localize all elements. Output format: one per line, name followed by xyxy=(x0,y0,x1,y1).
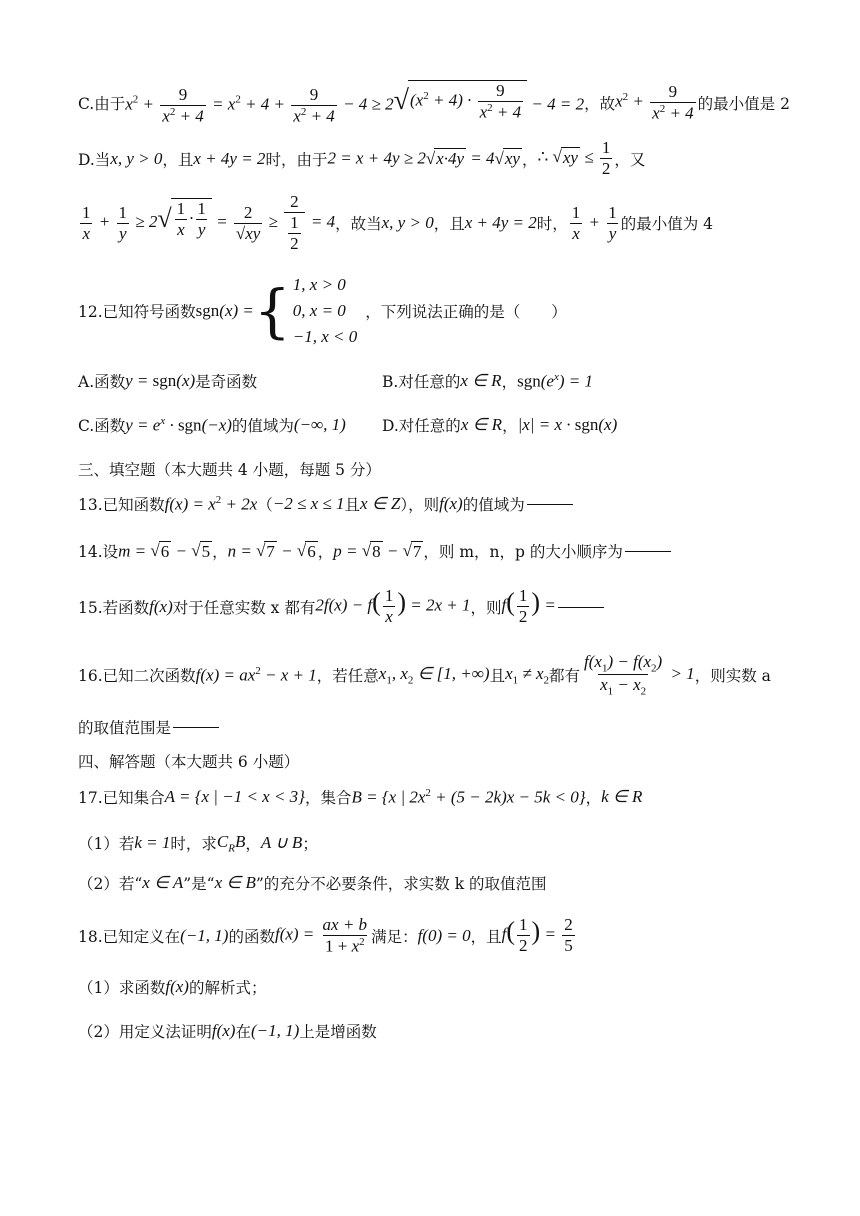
formula: ∴ √ xy ≤ $\frac{1}{2}$ xyxy=(537,138,611,178)
case-3: −1, x < 0 xyxy=(292,327,358,346)
question-12 xyxy=(78,272,567,350)
question-17 xyxy=(78,786,642,808)
text: 在 xyxy=(235,1023,251,1041)
formula: k = 1 xyxy=(134,833,171,853)
text: ”的充分不必要条件，求实数 k 的取值范围 xyxy=(255,875,547,893)
option-c-line xyxy=(78,80,790,126)
text: ， xyxy=(521,150,538,169)
formula: $x_1$, $x_2$ ∈ [1, +∞) xyxy=(378,663,490,687)
text: ，若任意 xyxy=(316,666,379,685)
text: ，故 xyxy=(584,95,616,114)
text: 对于任意实数 x 都有 xyxy=(172,598,316,617)
q12-option-c xyxy=(78,414,346,436)
text: 18.已知定义在 xyxy=(78,927,181,946)
formula: (−∞, 1) xyxy=(293,415,346,434)
text: A.函数 xyxy=(78,373,126,391)
formula: 2f(x) − f( $\frac{1}{x}$ ) = 2x + 1 xyxy=(315,586,471,626)
case-1: 1, x > 0 xyxy=(292,275,346,294)
section-4-heading: 四、解答题（本大题共 6 小题） xyxy=(78,753,300,771)
answer-blank xyxy=(558,606,604,608)
question-18 xyxy=(78,915,577,957)
text: 的取值范围是 xyxy=(78,719,172,737)
text: 且 xyxy=(344,496,361,514)
formula: $y = e^x \cdot sgn(-x)$ xyxy=(125,414,232,435)
formula: sgn(x) = xyxy=(195,301,254,320)
text: ”是“ xyxy=(183,875,215,893)
formula: f(x) xyxy=(211,1021,236,1040)
formula: x + 4y = 2 xyxy=(464,213,537,232)
formula: x ∈ B xyxy=(214,873,256,892)
formula: $x_1 \ne x_2$ xyxy=(505,663,550,687)
text: 的函数 xyxy=(228,927,275,946)
text: ，集合 xyxy=(304,789,352,807)
formula: x ∈ R xyxy=(460,371,502,390)
formula: $f(x) = x^2 + 2x$ xyxy=(164,493,258,514)
formula: m = √ 6 − √ 5 xyxy=(118,541,211,561)
text: D.当 xyxy=(78,150,111,169)
question-18-part1 xyxy=(78,976,266,998)
formula: f(x) = $\frac{ax + b}{1 + x^2}$ xyxy=(274,915,368,956)
formula: n = √ 7 − √ 6 xyxy=(227,541,316,561)
text: 上是增函数 xyxy=(299,1023,377,1041)
q12-option-d xyxy=(382,414,617,436)
question-18-part2 xyxy=(78,1020,377,1042)
question-15 xyxy=(78,586,604,627)
text: 的值域为 xyxy=(231,417,294,435)
text: 都有 xyxy=(549,666,581,685)
answer-blank xyxy=(625,550,671,552)
formula: $x^2$ + $\frac{9}{x^2 + 4}$ xyxy=(615,82,694,123)
text: C.由于 xyxy=(78,95,126,114)
text: 12.已知符号函数 xyxy=(78,303,196,321)
question-17-part1 xyxy=(78,832,318,854)
text: C.函数 xyxy=(78,417,126,435)
formula: x ∈ Z xyxy=(360,494,401,513)
question-16 xyxy=(78,652,771,698)
text: ，则实数 a xyxy=(694,666,771,685)
text: （1）若 xyxy=(78,835,135,854)
text: 的最小值为 4 xyxy=(620,215,714,233)
formula: |x| = x · sgn(x) xyxy=(517,415,618,434)
brace: { xyxy=(253,277,291,345)
text: ， xyxy=(317,543,334,561)
option-d-line2 xyxy=(78,192,713,254)
text: ，且 xyxy=(433,215,465,233)
formula: $f(x) = ax^2 - x + 1$ xyxy=(195,664,317,685)
q12-option-a xyxy=(78,370,257,392)
formula: x ∈ A xyxy=(142,873,184,892)
text: （1）求函数 xyxy=(78,979,166,997)
formula: p = √ 8 − √ 7 xyxy=(333,541,422,561)
formula: f( $\frac{1}{2}$ ) = xyxy=(501,586,556,626)
text: D.对任意的 xyxy=(382,417,461,435)
formula: x + 4y = 2 xyxy=(193,148,266,168)
text: ，下列说法正确的是（ ） xyxy=(365,303,567,321)
formula: f(x) xyxy=(165,977,189,996)
formula: A ∪ B xyxy=(260,833,303,853)
text: ； xyxy=(302,835,318,854)
formula: f(x) xyxy=(439,494,463,513)
text: 时， xyxy=(536,215,568,233)
text: （2）用定义法证明 xyxy=(78,1023,212,1041)
text: B.对任意的 xyxy=(382,373,461,391)
text: ，且 xyxy=(162,150,194,169)
text: 且 xyxy=(489,666,506,685)
text: 14.设 xyxy=(78,543,119,561)
text: 15.若函数 xyxy=(78,598,150,617)
formula: f( $\frac{1}{2}$ ) = $\frac{2}{5}$ xyxy=(501,915,573,956)
option-d-line1 xyxy=(78,138,645,179)
text: 时，由于 xyxy=(265,150,328,169)
text: 满足： xyxy=(371,927,418,946)
text: 13.已知函数 xyxy=(78,496,165,514)
answer-blank xyxy=(527,503,573,505)
formula: 2 = x + 4y ≥ 2 √ x·4y = 4 √ xy xyxy=(327,148,520,168)
answer-blank xyxy=(173,726,219,728)
question-16-line2 xyxy=(78,716,219,738)
formula: −2 ≤ x ≤ 1 xyxy=(272,494,345,513)
formula: (−1, 1) xyxy=(180,925,229,945)
question-17-part2 xyxy=(78,872,547,894)
text: ， xyxy=(502,417,518,435)
text: ， xyxy=(501,373,518,391)
text: 的最小值是 2 xyxy=(697,95,790,114)
question-13 xyxy=(78,493,573,515)
formula: k ∈ R xyxy=(601,787,643,806)
formula: x, y > 0 xyxy=(381,213,434,232)
text: ，又 xyxy=(614,150,646,169)
formula: y = sgn(x) xyxy=(125,371,196,390)
text: ， xyxy=(245,835,261,854)
formula: $x^2$ + $\frac{9}{x^2 + 4}$ = $x^2 + 4$ + $\frac{9}{x^2 + 4}$ − 4 ≥ 2 √ $(x^2 + 4)$ · $\frac{9}{x^2 + 4}$ − 4 = 2 xyxy=(125,81,585,126)
formula: $\frac{f(x_1) - f(x_2)}{x_1 - x_2}$ > 1 xyxy=(584,652,695,698)
case-2: 0, x = 0 xyxy=(292,301,346,320)
formula: f(0) = 0 xyxy=(417,925,471,945)
text: ），则 xyxy=(400,496,440,514)
formula: A = {x | −1 < x < 3} xyxy=(164,787,305,806)
text: ， xyxy=(585,789,602,807)
text: ， xyxy=(212,543,228,561)
text: 时，求 xyxy=(170,835,217,854)
formula: $\frac{1}{x}$ + $\frac{1}{y}$ ≥ 2 √ $\frac{1}{x}$ · $\frac{1}{y}$ = $\frac{2}{√xy}$ ≥ $\frac{2}{\frac{1}{2}}$ = 4 xyxy=(82,192,336,253)
text: （2）若“ xyxy=(78,875,143,893)
text: 的值域为 xyxy=(462,496,525,514)
question-14 xyxy=(78,540,671,562)
text: 17.已知集合 xyxy=(78,789,165,807)
formula: $sgn(e^x) = 1$ xyxy=(517,370,593,391)
text: 是奇函数 xyxy=(195,373,258,391)
text: ，且 xyxy=(470,927,502,946)
text: 的解析式； xyxy=(188,979,267,997)
formula: B = {x | $2x^2 + (5 - 2k)x - 5k < 0$} xyxy=(351,786,586,807)
formula: $C_RB$ xyxy=(216,832,246,855)
formula: x, y > 0 xyxy=(110,148,163,168)
formula: $\frac{1}{x}$ + $\frac{1}{y}$ xyxy=(571,202,617,243)
text: （ xyxy=(257,496,273,514)
q12-option-b xyxy=(382,370,593,392)
text: ，则 xyxy=(470,598,502,617)
text: ，则 m，n，p 的大小顺序为 xyxy=(423,543,623,561)
text: 16.已知二次函数 xyxy=(78,666,196,685)
formula: x ∈ R xyxy=(460,415,503,434)
formula: (−1, 1) xyxy=(250,1021,300,1040)
cases xyxy=(293,272,358,350)
section-3-heading: 三、填空题（本大题共 4 小题，每题 5 分） xyxy=(78,461,381,479)
formula: f(x) xyxy=(149,596,173,616)
text: ，故当 xyxy=(335,215,382,233)
